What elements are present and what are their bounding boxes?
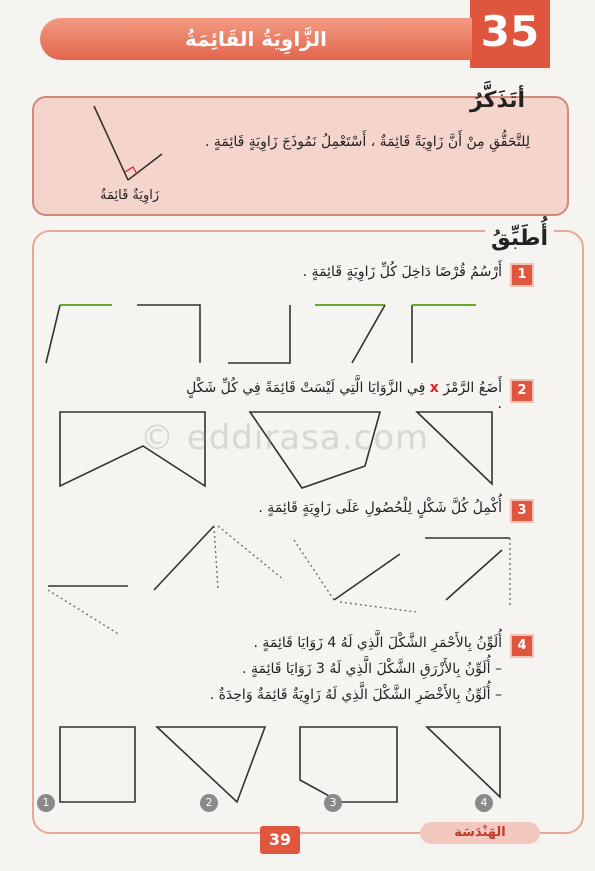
question-1-angles [40, 295, 490, 370]
shape-label-4: 4 [475, 794, 493, 812]
question-3-text: أُكْمِلُ كُلَّ شَكْلٍ لِلْحُصُولِ عَلَى زَاوِيَةٍ قَائِمَةٍ . [258, 500, 502, 516]
question-2-text-before: أَضَعُ الرَّمْزَ [438, 380, 502, 396]
x-symbol: x [429, 380, 439, 396]
question-4-line-3: – أُلَوِّنُ بِالأَخْضَرِ الشَّكْلَ الَّذِي لَهُ زَاوِيَةٌ قَائِمَةٌ وَاحِدَةٌ . [209, 687, 502, 703]
right-angle-label: زَاوِيَةٌ قَائِمَةٌ [100, 188, 160, 203]
watermark: © eddirasa.com [140, 418, 430, 458]
subject-tag: الهَنْدَسَة [420, 822, 540, 844]
question-3-number: 3 [510, 499, 534, 523]
right-angle-figure [80, 100, 190, 190]
remember-text: لِلتَّحَقُّقِ مِنْ أَنَّ زَاوِيَةً قَائِمَةٌ ، أَسْتَعْمِلُ نَمُوذَجَ زَاوِيَةٍ قَائِمَةٍ . [204, 134, 530, 150]
q1-angle-3 [228, 305, 290, 363]
question-4-number: 4 [510, 634, 534, 658]
shape-label-3: 3 [324, 794, 342, 812]
question-1-number: 1 [510, 263, 534, 287]
angle-arm-1 [94, 106, 128, 180]
question-4-shapes [55, 722, 515, 807]
question-1-text: أَرْسُمُ قُرْصًا دَاخِلَ كُلِّ زَاوِيَةٍ قَائِمَةٍ . [302, 264, 502, 280]
shape-label-1: 1 [37, 794, 55, 812]
remember-heading: أتَذَكَّرُ [470, 88, 525, 113]
q4-shape-2 [157, 727, 265, 802]
q3-figure-2 [154, 526, 214, 590]
question-3-figures [40, 520, 520, 640]
q1-angle-4 [352, 305, 385, 363]
q1-angle-2 [137, 305, 200, 363]
q4-shape-3 [300, 727, 397, 802]
q4-shape-1 [60, 727, 135, 802]
lesson-title: الزَّاوِيَةُ القَائِمَةُ [40, 18, 472, 60]
q4-shape-4 [427, 727, 500, 797]
shape-label-2: 2 [200, 794, 218, 812]
question-4-line-1: أُلَوِّنُ بِالأَحْمَرِ الشَّكْلَ الَّذِي لَهُ 4 زَوَايَا قَائِمَةٍ . [253, 635, 502, 651]
q1-angle-1 [46, 305, 60, 363]
question-2-number: 2 [510, 379, 534, 403]
question-2-text-after: فِي الزَّوَايَا الَّتِي لَيْسَتْ قَائِمَةً فِي كُلِّ شَكْلٍ . [186, 380, 502, 412]
q3-figure-3 [334, 554, 400, 600]
question-4-line-2: – أُلَوِّنُ بِالأَزْرَقِ الشَّكْلَ الَّذِي لَهُ 3 زَوَايَا قَائِمَةٍ . [242, 661, 502, 677]
lesson-number: 35 [470, 0, 550, 68]
apply-heading: أُطَبِّقُ [485, 226, 554, 251]
right-angle-marker [125, 167, 137, 174]
page-number: 39 [260, 826, 300, 854]
